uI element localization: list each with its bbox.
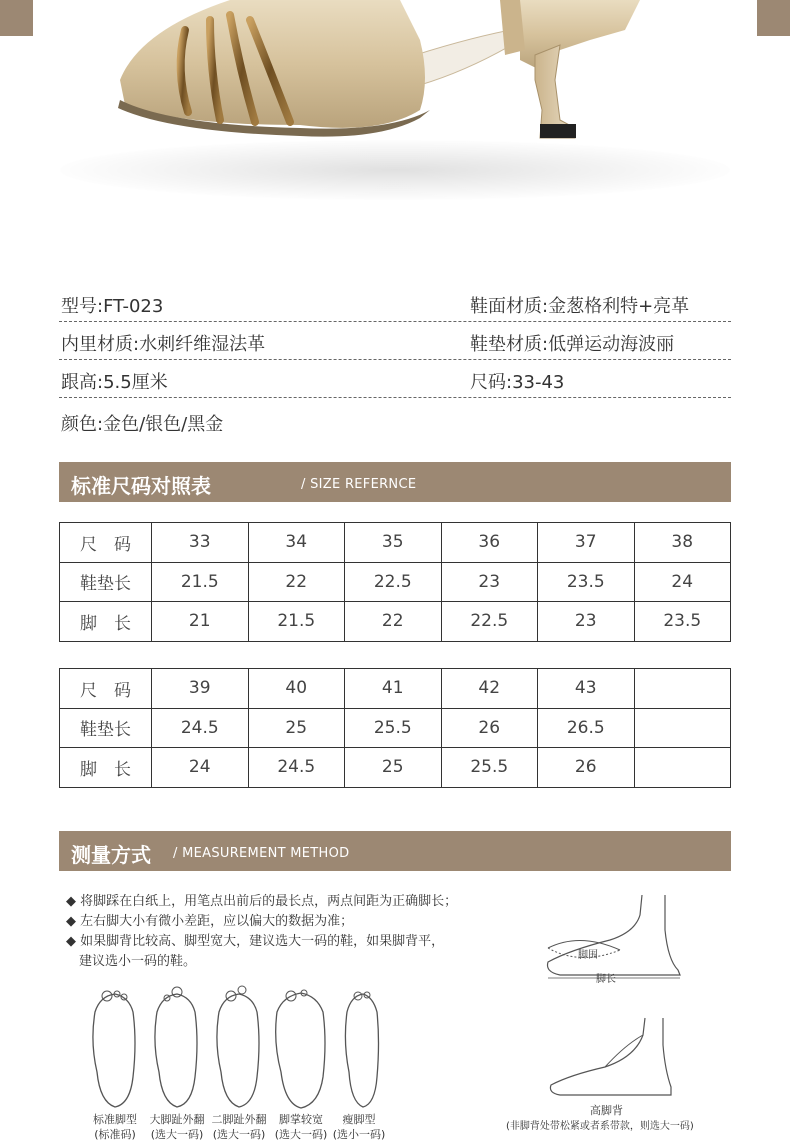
- table-row: [60, 523, 731, 563]
- table-cell: 22.5: [441, 602, 538, 642]
- table-cell: 22: [345, 602, 442, 642]
- table-cell: 25.5: [345, 708, 442, 748]
- spec-size-range: 尺码:33-43: [470, 372, 565, 393]
- row-header: 脚 长: [60, 602, 152, 642]
- table-cell: 24: [152, 748, 249, 788]
- table-cell: 22: [248, 562, 345, 602]
- table-cell: [634, 708, 731, 748]
- foot-narrow-icon: [345, 992, 378, 1107]
- table-cell: [634, 669, 731, 709]
- size-chart-subtitle: / SIZE REFERNCE: [301, 477, 417, 492]
- spec-row: [59, 402, 731, 440]
- row-header: 鞋垫长: [60, 562, 152, 602]
- row-header: 脚 长: [60, 748, 152, 788]
- shoe-illustration: [0, 0, 790, 200]
- list-item: ◆ 将脚踩在白纸上，用笔点出前后的最长点，两点间距为正确脚长；: [66, 894, 458, 909]
- table-cell: 21: [152, 602, 249, 642]
- table-cell: 33: [152, 523, 249, 563]
- table-cell: 23: [538, 602, 635, 642]
- table-cell: 22.5: [345, 562, 442, 602]
- table-cell: 23: [441, 562, 538, 602]
- measurement-subtitle: / MEASUREMENT METHOD: [173, 846, 350, 861]
- high-instep-label: 高脚背: [590, 1104, 623, 1117]
- table-cell: 40: [248, 669, 345, 709]
- table-cell: 25: [248, 708, 345, 748]
- table-row: [60, 562, 731, 602]
- spec-model: 型号:FT-023: [61, 296, 164, 317]
- spec-upper-material: 鞋面材质:金葱格利特+亮革: [470, 296, 690, 317]
- list-item: ◆ 左右脚大小有微小差距，应以偏大的数据为准；: [66, 914, 354, 929]
- table-cell: 36: [441, 523, 538, 563]
- high-instep-note: (非脚背处带松紧或者系带款，则选大一码): [506, 1121, 694, 1132]
- table-cell: 35: [345, 523, 442, 563]
- foot-type-caption: 瘦脚型 (选小一码): [332, 1113, 386, 1141]
- size-table-2: [59, 668, 731, 788]
- table-cell: 26.5: [538, 708, 635, 748]
- size-chart-banner: [59, 462, 731, 502]
- size-chart-title: 标准尺码对照表: [71, 474, 211, 498]
- foot-bunion-icon: [155, 987, 197, 1107]
- table-cell: 21.5: [152, 562, 249, 602]
- row-header: 鞋垫长: [60, 708, 152, 748]
- table-cell: 43: [538, 669, 635, 709]
- table-cell: 23.5: [634, 602, 731, 642]
- table-cell: 38: [634, 523, 731, 563]
- list-item: 建议选小一码的鞋。: [79, 954, 197, 969]
- table-row: [60, 669, 731, 709]
- measurement-banner: [59, 831, 731, 871]
- table-cell: [634, 748, 731, 788]
- foot-type-caption: 标准脚型 (标准码): [93, 1113, 137, 1141]
- table-cell: 25: [345, 748, 442, 788]
- spec-heel-height: 跟高:5.5厘米: [61, 372, 168, 393]
- table-cell: 21.5: [248, 602, 345, 642]
- spec-row: [59, 284, 731, 322]
- foot-outlines: [85, 982, 385, 1110]
- size-table-1: [59, 522, 731, 642]
- table-cell: 24.5: [248, 748, 345, 788]
- product-image: [0, 0, 790, 240]
- list-item: ◆ 如果脚背比较高、脚型宽大，建议选大一码的鞋，如果脚背平，: [66, 934, 445, 949]
- table-cell: 42: [441, 669, 538, 709]
- table-cell: 23.5: [538, 562, 635, 602]
- table-cell: 41: [345, 669, 442, 709]
- high-instep-diagram: [545, 1015, 675, 1100]
- measurement-title: 测量方式: [71, 843, 151, 867]
- table-row: [60, 708, 731, 748]
- girth-label: 脚围: [578, 950, 598, 961]
- table-row: [60, 748, 731, 788]
- spec-lining-material: 内里材质:水刺纤维湿法革: [61, 334, 266, 355]
- table-cell: 37: [538, 523, 635, 563]
- foot-type-caption: 脚掌较宽 (选大一码): [274, 1113, 328, 1141]
- table-cell: 24.5: [152, 708, 249, 748]
- table-row: [60, 602, 731, 642]
- table-cell: 34: [248, 523, 345, 563]
- row-header: 尺 码: [60, 523, 152, 563]
- table-cell: 26: [538, 748, 635, 788]
- foot-type-caption: 二脚趾外翻 (选大一码): [211, 1113, 267, 1141]
- foot-standard-icon: [93, 991, 135, 1107]
- length-label: 脚长: [596, 974, 616, 985]
- table-cell: 25.5: [441, 748, 538, 788]
- foot-type-caption: 大脚趾外翻 (选大一码): [149, 1113, 205, 1141]
- table-cell: 39: [152, 669, 249, 709]
- measurement-instructions: [66, 892, 457, 972]
- spec-insole-material: 鞋垫材质:低弹运动海波丽: [470, 334, 675, 355]
- foot-wide-icon: [276, 990, 325, 1108]
- spec-row: [59, 322, 731, 360]
- spec-colors: 颜色:金色/银色/黑金: [61, 414, 224, 435]
- table-cell: 26: [441, 708, 538, 748]
- spec-row: [59, 360, 731, 398]
- row-header: 尺 码: [60, 669, 152, 709]
- table-cell: 24: [634, 562, 731, 602]
- foot-second-toe-icon: [217, 986, 259, 1107]
